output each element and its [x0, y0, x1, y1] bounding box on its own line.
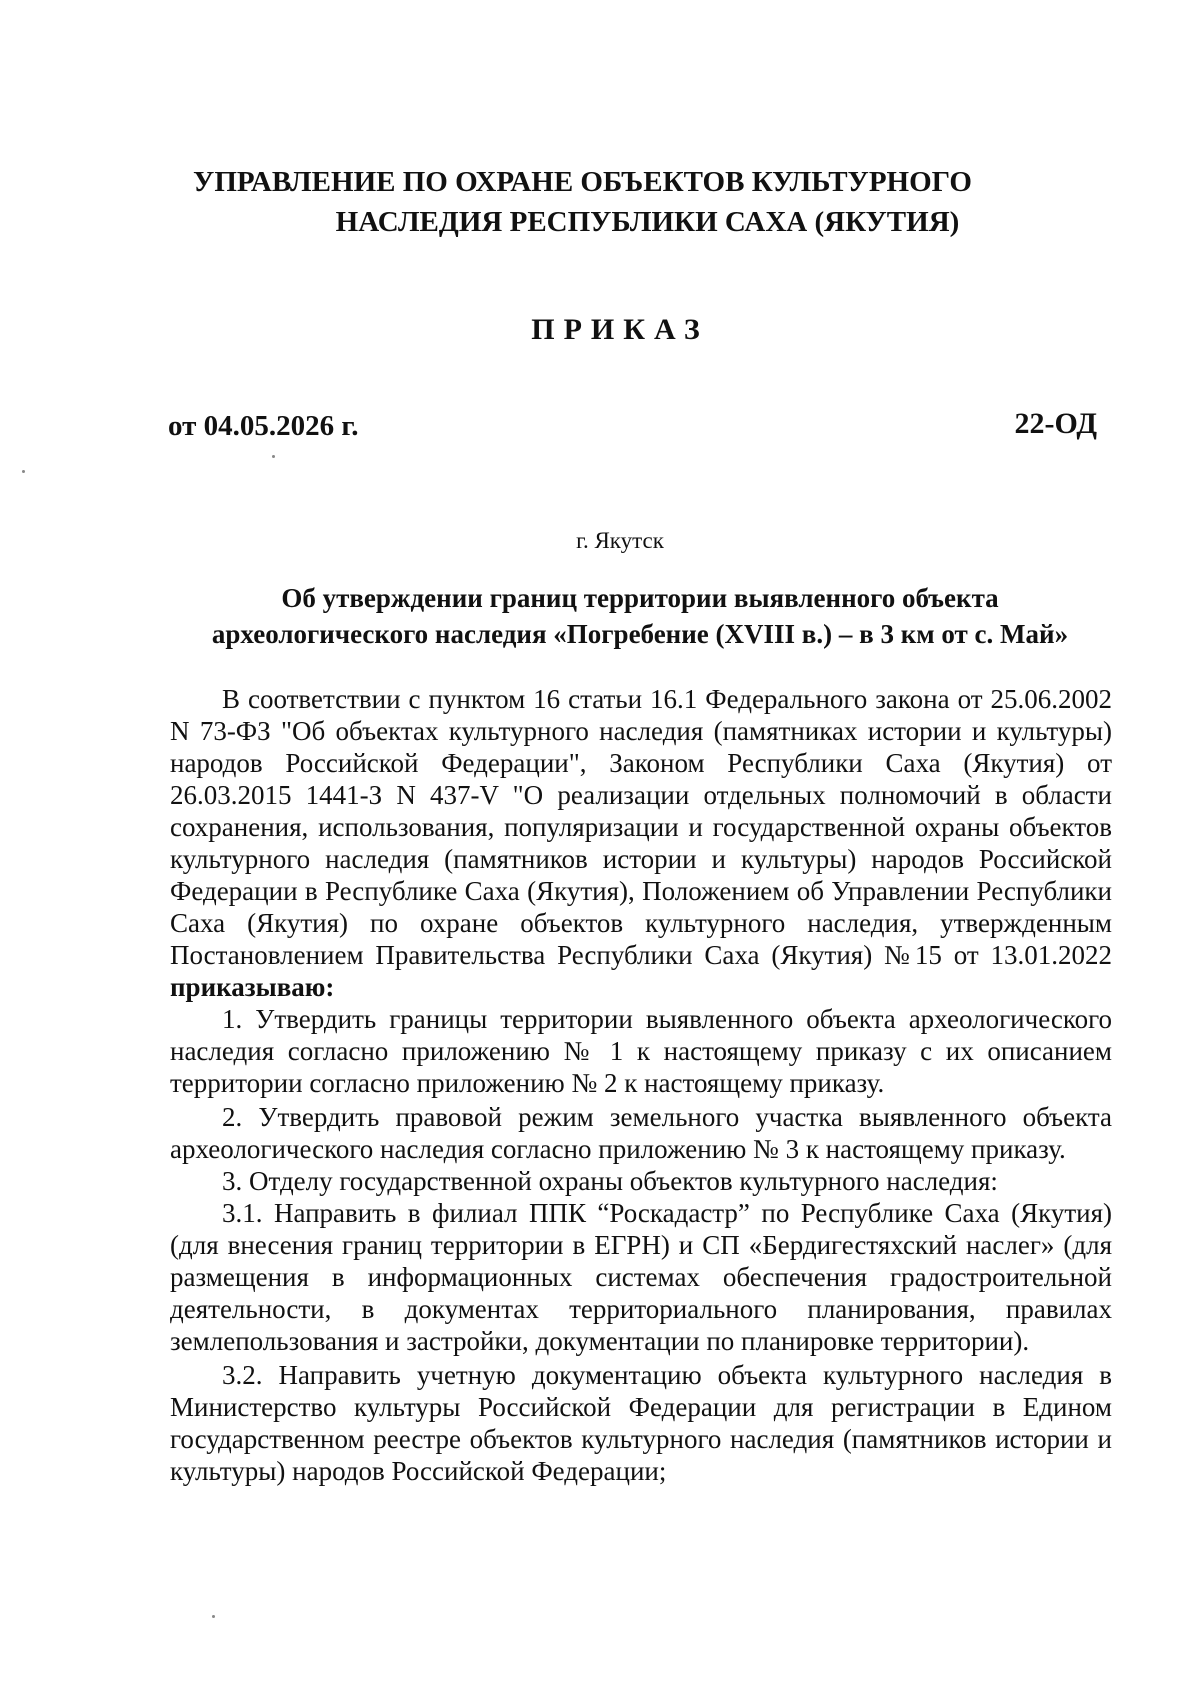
city: г. Якутск	[576, 528, 664, 553]
order-title	[170, 580, 1110, 652]
order-number: 22-ОД	[1014, 407, 1097, 440]
order-title-line-1: Об утверждении границ территории выявленного объекта	[281, 583, 999, 613]
item-3-1: 3.1. Направить в филиал ППК “Роскадастр” по Республике Саха (Якутия) (для внесения границ территории в ЕГРН) и СП «Бердигестяхский наслег» (для размещения в информационных системах обеспечения градостроительной деятельности, в документах территориального планирования, правилах землепользования и застройки, документации по планировке территории).	[170, 1198, 1112, 1356]
item-1: 1. Утвердить границы территории выявленного объекта археологического наследия согласно приложению № 1 к настоящему приказу с их описанием территории согласно приложению № 2 к настоящему приказу.	[170, 1004, 1112, 1098]
order-title-line-2: археологического наследия «Погребение (XVIII в.) – в 3 км от с. Май»	[211, 619, 1069, 649]
item-2: 2. Утвердить правовой режим земельного участка выявленного объекта археологического наследия согласно приложению № 3 к настоящему приказу.	[170, 1102, 1112, 1164]
organization-line-2: НАСЛЕДИЯ РЕСПУБЛИКИ САХА (ЯКУТИЯ)	[335, 206, 960, 238]
scan-speck	[22, 470, 25, 473]
order-word: приказываю:	[170, 972, 335, 1002]
preamble-text: В соответствии с пунктом 16 статьи 16.1 Федерального закона от 25.06.2002 N 73-ФЗ "Об объектах культурного наследия (памятниках истории и культуры) народов Российской Федерации", Законом Республики Саха (Якутия) от 26.03.2015 1441-З N 437-V "О реализации отдельных полномочий в области сохранения, использования, популяризации и государственной охраны объектов культурного наследия (памятников истории и культуры) народов Российской Федерации в Республике Саха (Якутия), Положением об Управлении Республики Саха (Якутия) по охране объектов культурного наследия, утвержденным Постановлением Правительства Республики Саха (Якутия) №15 от 13.01.2022	[170, 684, 1112, 970]
item-3-2: 3.2. Направить учетную документацию объекта культурного наследия в Министерство культуры Российской Федерации для регистрации в Едином государственном реестре объектов культурного наследия (памятников истории и культуры) народов Российской Федерации;	[170, 1360, 1112, 1486]
order-date: от 04.05.2026 г.	[168, 410, 359, 442]
scan-speck	[212, 1615, 215, 1618]
item-3: 3. Отделу государственной охраны объектов культурного наследия:	[222, 1166, 998, 1196]
organization-line-1: УПРАВЛЕНИЕ ПО ОХРАНЕ ОБЪЕКТОВ КУЛЬТУРНОГО	[193, 166, 972, 198]
preamble-paragraph	[170, 683, 1112, 1003]
order-body	[170, 683, 1112, 1487]
organization-heading	[150, 162, 1050, 242]
document-type: ПРИКАЗ	[531, 313, 709, 346]
scan-speck	[272, 455, 275, 458]
